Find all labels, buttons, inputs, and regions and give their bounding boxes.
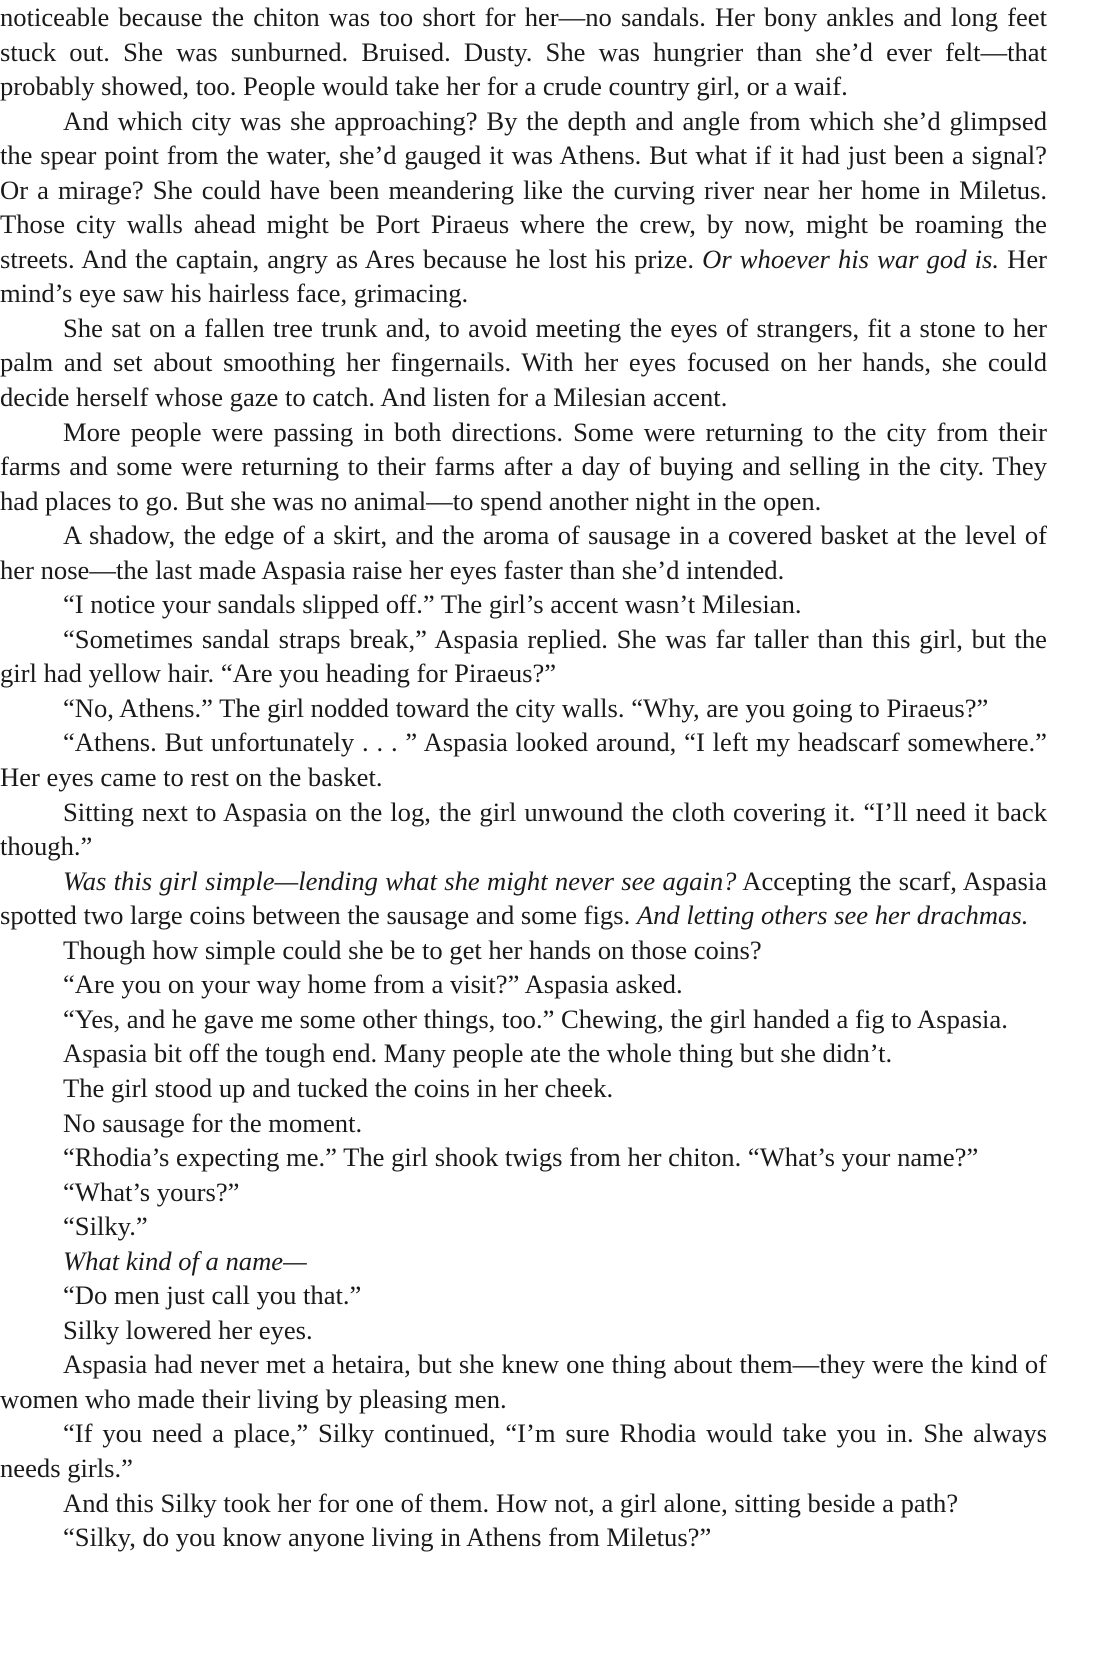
paragraph xyxy=(0,1347,1047,1416)
text-run: “Do men just call you that.” xyxy=(63,1280,362,1311)
paragraph xyxy=(0,1002,1047,1037)
paragraph xyxy=(0,104,1047,311)
paragraph xyxy=(0,1209,1047,1244)
text-run: “Silky, do you know anyone living in Athens from Miletus?” xyxy=(63,1522,712,1553)
paragraph xyxy=(0,415,1047,519)
paragraph xyxy=(0,587,1047,622)
text-run: A shadow, the edge of a skirt, and the aroma of sausage in a covered basket at the level of her nose—the last made Aspasia raise her eyes faster than she’d intended. xyxy=(0,520,1047,585)
paragraph xyxy=(0,1071,1047,1106)
text-run: Sitting next to Aspasia on the log, the girl unwound the cloth covering it. “I’ll need it back though.” xyxy=(0,796,1047,862)
text-run: “What’s yours?” xyxy=(63,1176,240,1207)
paragraph xyxy=(0,1244,1047,1279)
text-run: And which city was she approaching? By the depth and angle from which she’d glimpsed the spear point from the water, she’d gauged it was Athens. But what if it had just been a signal? Or a mirage? She could have been meandering like the curving river near her home in Miletus. Those city walls ahead might be Port Piraeus where the crew, by now, might be roaming the streets. And the captain, angry as Ares because he lost his prize. xyxy=(0,105,1047,274)
italic-text: Was this girl simple—lending what she might never see again? xyxy=(63,865,737,896)
text-run: She sat on a fallen tree trunk and, to avoid meeting the eyes of strangers, fit a stone to her palm and set about smoothing her fingernails. With her eyes focused on her hands, she could decide herself whose gaze to catch. And listen for a Milesian accent. xyxy=(0,312,1047,413)
text-run: Aspasia had never met a hetaira, but she knew one thing about them—they were the kind of women who made their living by pleasing men. xyxy=(0,1349,1047,1414)
italic-text: What kind of a name— xyxy=(63,1245,307,1276)
text-run: “Sometimes sandal straps break,” Aspasia replied. She was far taller than this girl, but the girl had yellow hair. “Are you heading for Piraeus?” xyxy=(0,623,1047,689)
text-run: “If you need a place,” Silky continued, “I’m sure Rhodia would take you in. She always needs girls.” xyxy=(0,1418,1047,1483)
paragraph xyxy=(0,1416,1047,1485)
paragraph xyxy=(0,864,1047,933)
paragraph xyxy=(0,933,1047,968)
paragraph xyxy=(0,1313,1047,1348)
paragraph xyxy=(0,691,1047,726)
paragraph xyxy=(0,1140,1047,1175)
paragraph xyxy=(0,1486,1047,1521)
text-run: “Rhodia’s expecting me.” The girl shook twigs from her chiton. “What’s your name?” xyxy=(63,1142,979,1173)
paragraph xyxy=(0,311,1047,415)
text-run: Silky lowered her eyes. xyxy=(63,1314,313,1345)
text-run: And this Silky took her for one of them. How not, a girl alone, sitting beside a path? xyxy=(63,1487,959,1518)
paragraph xyxy=(0,795,1047,864)
text-run: “Yes, and he gave me some other things, too.” Chewing, the girl handed a fig to Aspasia. xyxy=(63,1003,1008,1034)
text-run: Though how simple could she be to get her hands on those coins? xyxy=(63,934,762,965)
text-run: Accepting the scarf, Aspasia spotted two large coins between the sausage and some figs. xyxy=(0,865,1047,931)
paragraph xyxy=(0,1175,1047,1210)
text-run: noticeable because the chiton was too short for her—no sandals. Her bony ankles and long feet stuck out. She was sunburned. Bruised. Dusty. She was hungrier than she’d ever felt—that probably showed, too. People would take her for a crude country girl, or a waif. xyxy=(0,2,1047,102)
text-run: Her mind’s eye saw his hairless face, grimacing. xyxy=(0,243,1047,309)
text-run: “Are you on your way home from a visit?” Aspasia asked. xyxy=(63,969,683,1000)
italic-text: And letting others see her drachmas. xyxy=(636,900,1029,931)
italic-text: Or whoever his war god is. xyxy=(702,243,1000,274)
paragraph xyxy=(0,1036,1047,1071)
paragraph xyxy=(0,1278,1047,1313)
text-run: Aspasia bit off the tough end. Many people ate the whole thing but she didn’t. xyxy=(63,1038,893,1069)
paragraph xyxy=(0,1520,1047,1555)
text-run: No sausage for the moment. xyxy=(63,1107,363,1138)
text-run: The girl stood up and tucked the coins in her cheek. xyxy=(63,1072,614,1103)
paragraph xyxy=(0,1106,1047,1141)
paragraph xyxy=(0,622,1047,691)
paragraph xyxy=(0,967,1047,1002)
text-run: “Silky.” xyxy=(63,1211,148,1242)
paragraph xyxy=(0,0,1047,104)
paragraph xyxy=(0,518,1047,587)
text-run: “Athens. But unfortunately . . . ” Aspasia looked around, “I left my headscarf somewhere.” Her eyes came to rest on the basket. xyxy=(0,727,1047,793)
text-run: More people were passing in both directions. Some were returning to the city from their farms and some were returning to their farms after a day of buying and selling in the city. They had places to go. But she was no animal—to spend another night in the open. xyxy=(0,416,1047,516)
text-run: “No, Athens.” The girl nodded toward the city walls. “Why, are you going to Piraeus?” xyxy=(63,692,989,723)
text-run: “I notice your sandals slipped off.” The girl’s accent wasn’t Milesian. xyxy=(63,589,802,620)
paragraph xyxy=(0,725,1047,794)
